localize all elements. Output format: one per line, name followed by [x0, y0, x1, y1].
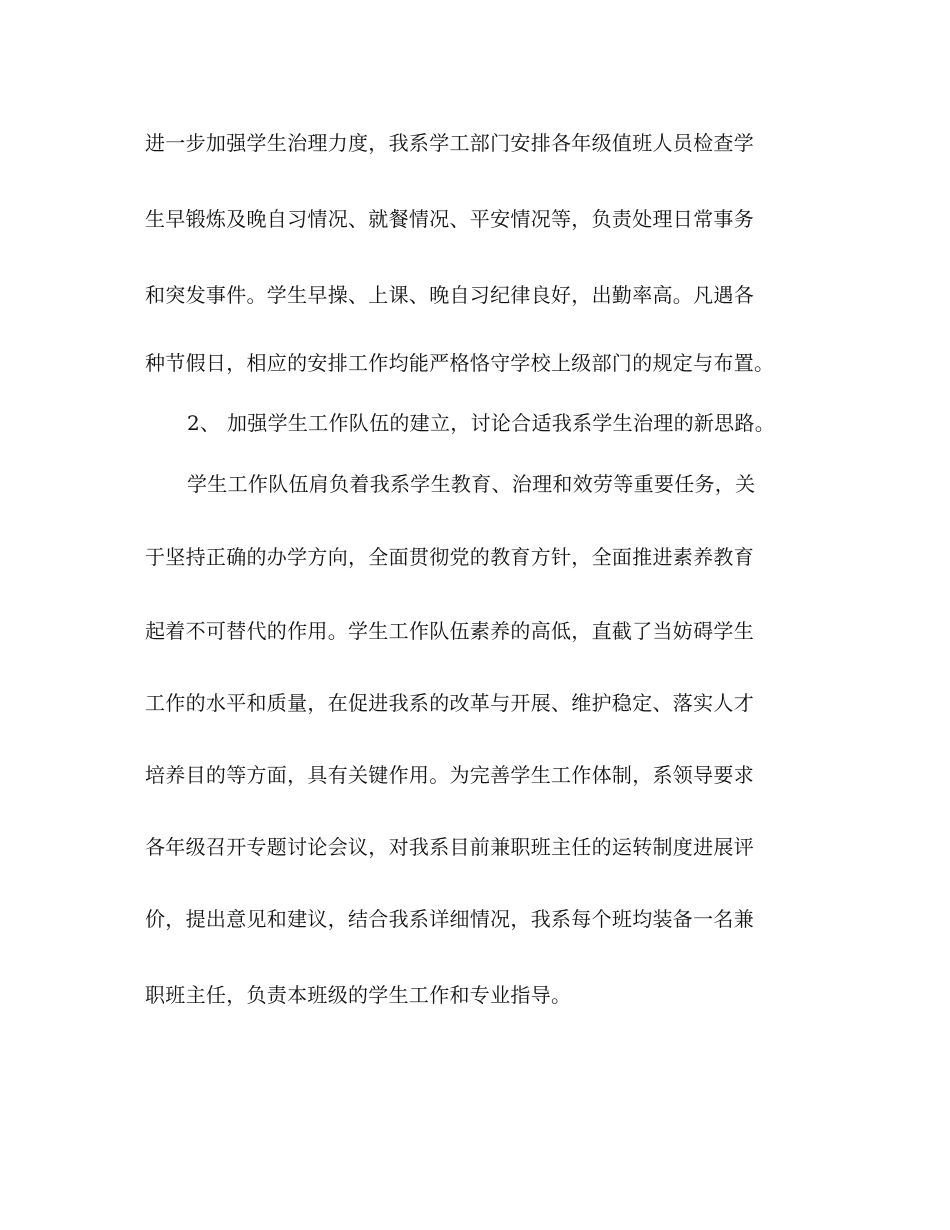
body-text-line: 工作的水平和质量，在促进我系的改革与开展、维护稳定、落实人才: [145, 691, 754, 715]
section-heading: 2、 加强学生工作队伍的建立，讨论合适我系学生治理的新思路。: [187, 411, 776, 435]
body-text-line: 价，提出意见和建议，结合我系详细情况，我系每个班均装备一名兼: [145, 907, 754, 931]
body-text-line: 于坚持正确的办学方向，全面贯彻党的教育方针，全面推进素养教育: [145, 545, 754, 569]
body-text-line: 职班主任，负责本班级的学生工作和专业指导。: [145, 983, 572, 1007]
body-text-line: 进一步加强学生治理力度，我系学工部门安排各年级值班人员检查学: [145, 131, 754, 155]
body-text-line: 学生工作队伍肩负着我系学生教育、治理和效劳等重要任务，关: [187, 472, 756, 496]
body-text-line: 培养目的等方面，具有关键作用。为完善学生工作体制，系领导要求: [145, 763, 754, 787]
body-text-line: 各年级召开专题讨论会议，对我系目前兼职班主任的运转制度进展评: [145, 835, 754, 859]
body-text-line: 起着不可替代的作用。学生工作队伍素养的高低，直截了当妨碍学生: [145, 619, 754, 643]
body-text-line: 和突发事件。学生早操、上课、晚自习纪律良好，出勤率高。凡遇各: [145, 283, 754, 307]
body-text-line: 生早锻炼及晚自习情况、就餐情况、平安情况等，负责处理日常事务: [145, 207, 754, 231]
body-text-line: 种节假日，相应的安排工作均能严格恪守学校上级部门的规定与布置。: [145, 351, 775, 375]
